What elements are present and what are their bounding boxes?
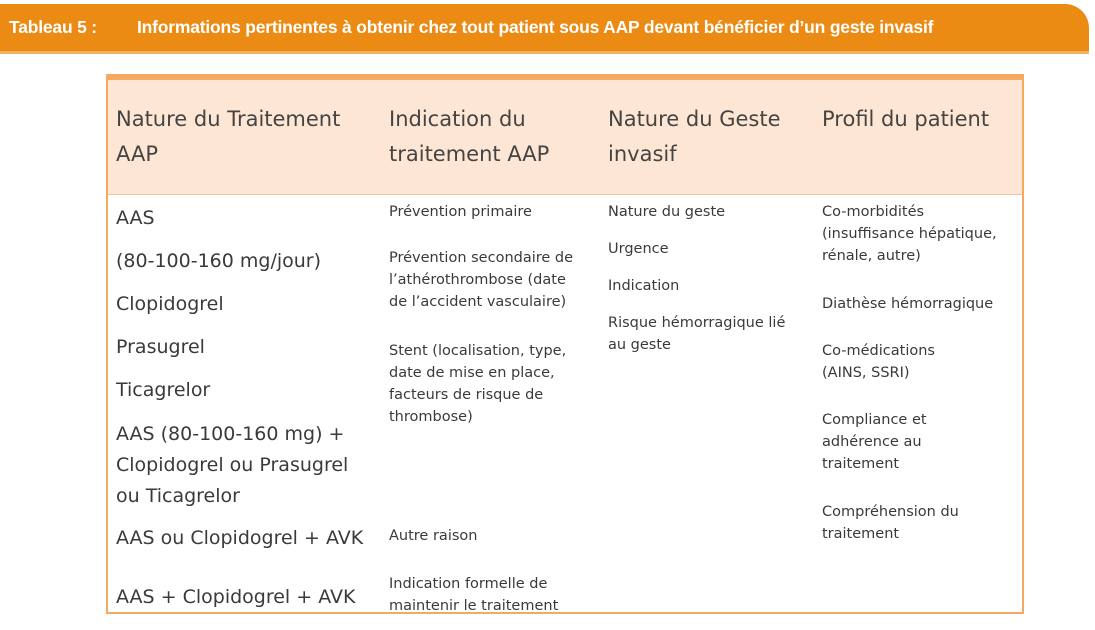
cell-line: Ticagrelor [116, 379, 211, 401]
cell-line: Nature du geste [608, 204, 726, 220]
cell-line: AAS [116, 207, 155, 229]
cell-line: facteurs de risque de [389, 387, 544, 403]
header-line: AAP [116, 142, 158, 166]
procedure-bleeding-risk [608, 312, 785, 356]
cell-line: l’athérothrombose (date [389, 272, 566, 288]
treatment-aas-avk [116, 523, 363, 554]
cell-line: maintenir le traitement [389, 598, 559, 614]
procedure-urgency [608, 238, 669, 260]
table-title: Informations pertinentes à obtenir chez tout patient sous AAP devant bénéficier d’un geste invasif [137, 17, 934, 37]
cell-line: Prévention primaire [389, 204, 532, 220]
cell-line: Risque hémorragique lié [608, 315, 786, 331]
treatment-dose [116, 246, 321, 277]
treatment-dual [116, 419, 348, 512]
cell-line: traitement [822, 526, 900, 542]
cell-line: (AINS, SSRI) [822, 365, 910, 381]
cell-line: adhérence au [822, 434, 922, 450]
cell-line: Prasugrel [116, 336, 205, 358]
patient-compliance [822, 409, 927, 475]
cell-line: Clopidogrel ou Prasugrel [116, 454, 349, 476]
header-line: Nature du Geste [608, 107, 781, 131]
cell-line: ou Ticagrelor [116, 485, 240, 507]
header-indication [389, 102, 549, 172]
table-header-row [108, 80, 1022, 195]
cell-line: Diathèse hémorragique [822, 296, 994, 312]
cell-line: (80-100-160 mg/jour) [116, 250, 322, 272]
cell-line: Indication [608, 278, 680, 294]
cell-line: Compliance et [822, 412, 927, 428]
treatment-ticagrelor [116, 375, 210, 406]
indication-other [389, 525, 477, 547]
indication-stent [389, 340, 566, 428]
header-line: traitement AAP [389, 142, 550, 166]
patient-bleeding-diathesis [822, 293, 993, 315]
header-line: Nature du Traitement [116, 107, 341, 131]
cell-line: AAS ou Clopidogrel + AVK [116, 527, 364, 549]
header-nature-geste [608, 102, 781, 172]
indication-secondary [389, 247, 573, 313]
cell-line: Clopidogrel [116, 293, 224, 315]
cell-line: date de mise en place, [389, 365, 555, 381]
header-profil-patient [822, 102, 989, 137]
cell-line: au geste [608, 337, 671, 353]
cell-line: thrombose) [389, 409, 473, 425]
indication-primary [389, 201, 532, 223]
header-line: invasif [608, 142, 677, 166]
info-table [106, 74, 1024, 614]
cell-line: de l’accident vasculaire) [389, 294, 567, 310]
cell-line: Compréhension du [822, 504, 959, 520]
treatment-triple [116, 582, 355, 613]
patient-comedications [822, 340, 935, 384]
cell-line: AAS (80-100-160 mg) + [116, 423, 345, 445]
treatment-aas [116, 203, 155, 234]
treatment-clopidogrel [116, 289, 224, 320]
patient-comorbidities [822, 201, 997, 267]
cell-line: traitement [822, 456, 900, 472]
cell-line: Prévention secondaire de [389, 250, 574, 266]
cell-line: Urgence [608, 241, 669, 257]
cell-line: Autre raison [389, 528, 478, 544]
cell-line: (insuffisance hépatique, [822, 226, 997, 242]
cell-line: rénale, autre) [822, 248, 921, 264]
procedure-indication [608, 275, 679, 297]
header-nature-traitement [116, 102, 340, 172]
cell-line: Stent (localisation, type, [389, 343, 567, 359]
cell-line: Co-médications [822, 343, 935, 359]
table-caption-banner [0, 4, 1089, 54]
table-number-label: Tableau 5 : [9, 17, 97, 37]
header-line: Indication du [389, 107, 526, 131]
cell-line: Co-morbidités [822, 204, 925, 220]
header-line: Profil du patient [822, 107, 990, 131]
cell-line: Indication formelle de [389, 576, 548, 592]
cell-line: AAS + Clopidogrel + AVK [116, 586, 356, 608]
treatment-prasugrel [116, 332, 205, 363]
procedure-nature [608, 201, 725, 223]
indication-formal [389, 573, 558, 617]
patient-understanding [822, 501, 959, 545]
